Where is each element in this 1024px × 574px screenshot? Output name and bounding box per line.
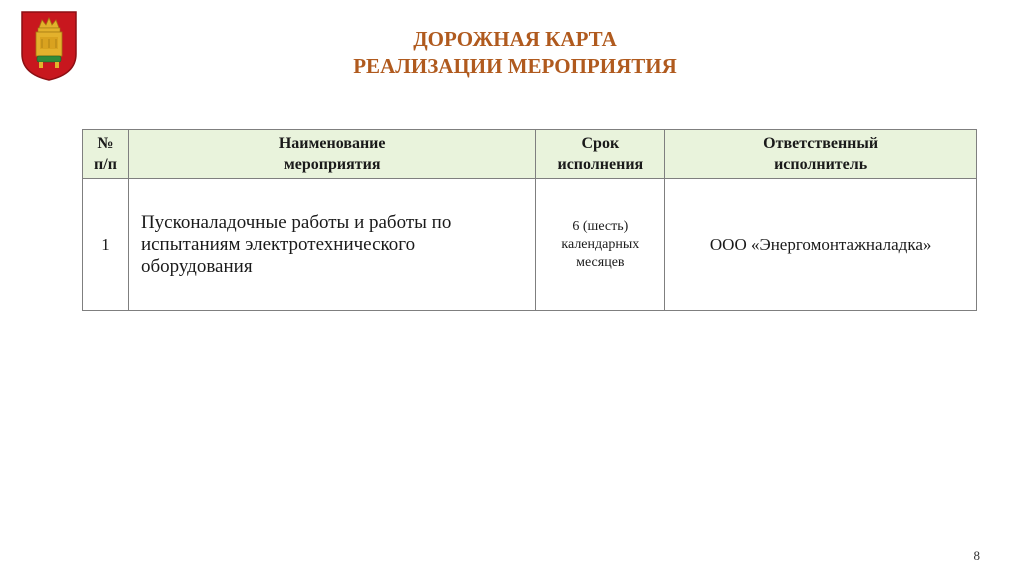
- term-line1: 6 (шесть): [572, 218, 629, 234]
- term-line2: календарных: [561, 236, 640, 252]
- activity-name-line2: испытаниям электротехнического: [140, 233, 416, 255]
- header-number: [83, 130, 129, 179]
- header-name: [128, 130, 535, 179]
- header-executor-line2: исполнитель: [774, 156, 868, 173]
- coat-of-arms-icon: [20, 10, 78, 82]
- activity-name-line3: оборудования: [140, 255, 253, 277]
- page-number: 8: [973, 548, 980, 563]
- cell-executor: ООО «Энергомонтажналадка»: [665, 179, 977, 311]
- header-term-line1: Срок: [581, 135, 620, 152]
- activity-name-line1: Пусконаладочные работы и работы по: [140, 211, 452, 233]
- header-number-line2: п/п: [94, 156, 117, 173]
- header-term-line2: исполнения: [557, 156, 644, 173]
- table-row: [83, 179, 977, 311]
- cell-term: [536, 179, 665, 311]
- header-executor: [665, 130, 977, 179]
- header-executor-line1: Ответственный: [763, 135, 879, 152]
- title-line-2: РЕАЛИЗАЦИИ МЕРОПРИЯТИЯ: [353, 54, 677, 78]
- header-number-line1: №: [97, 135, 114, 152]
- page-title: [300, 26, 730, 80]
- cell-number: 1: [83, 179, 129, 311]
- roadmap-table: [82, 129, 977, 311]
- title-line-1: ДОРОЖНАЯ КАРТА: [413, 27, 617, 51]
- table-header-row: [83, 130, 977, 179]
- header-term: [536, 130, 665, 179]
- header-name-line1: Наименование: [278, 135, 386, 152]
- cell-activity-name: [128, 179, 535, 311]
- term-line3: месяцев: [576, 254, 625, 270]
- header-name-line2: мероприятия: [283, 156, 381, 173]
